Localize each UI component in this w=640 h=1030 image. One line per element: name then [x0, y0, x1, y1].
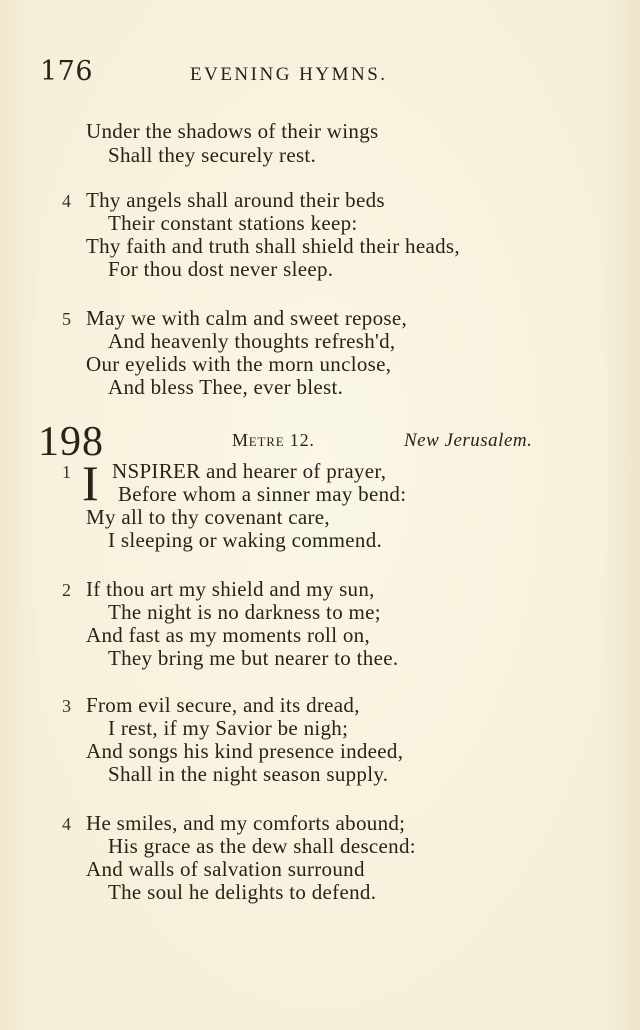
- verse-line: And fast as my moments roll on,: [86, 623, 371, 647]
- verse-line: For thou dost never sleep.: [108, 257, 334, 281]
- verse-line: And heavenly thoughts refresh'd,: [108, 329, 396, 353]
- verse-line: Thy angels shall around their beds: [86, 188, 385, 212]
- verse-line: Their constant stations keep:: [108, 211, 358, 235]
- page-number: 176: [40, 56, 94, 87]
- verse-number: 4: [62, 191, 71, 211]
- verse-line: And bless Thee, ever blest.: [108, 375, 344, 399]
- verse-line: I rest, if my Savior be nigh;: [108, 716, 349, 740]
- verse-line: If thou art my shield and my sun,: [86, 577, 375, 601]
- verse-line: Shall in the night season supply.: [108, 762, 389, 786]
- verse-number: 5: [62, 309, 71, 329]
- verse-line: His grace as the dew shall descend:: [108, 834, 416, 858]
- verse-line: Before whom a sinner may bend:: [118, 482, 407, 506]
- verse-line: Under the shadows of their wings: [86, 119, 379, 143]
- verse-number: 1: [62, 462, 71, 482]
- verse-line: I sleeping or waking commend.: [108, 528, 383, 552]
- verse-line: From evil secure, and its dread,: [86, 693, 360, 717]
- verse-line: They bring me but nearer to thee.: [108, 646, 399, 670]
- verse-line: Shall they securely rest.: [108, 143, 317, 167]
- tune-name: New Jerusalem.: [404, 430, 533, 451]
- verse-line: My all to thy covenant care,: [86, 505, 330, 529]
- running-head: EVENING HYMNS.: [190, 64, 388, 85]
- verse-line: The soul he delights to defend.: [108, 880, 377, 904]
- verse-number: 3: [62, 696, 71, 716]
- verse-line: Thy faith and truth shall shield their heads,: [86, 234, 460, 258]
- page-header: [40, 56, 580, 96]
- verse-line: Our eyelids with the morn unclose,: [86, 352, 392, 376]
- verse-line: NSPIRER and hearer of prayer,: [112, 459, 387, 483]
- verse-line: And songs his kind presence indeed,: [86, 739, 404, 763]
- verse-line: He smiles, and my comforts abound;: [86, 811, 406, 835]
- metre-label: Metre 12.: [232, 430, 315, 450]
- verse-line: The night is no darkness to me;: [108, 600, 381, 624]
- verse-line: And walls of salvation surround: [86, 857, 365, 881]
- drop-cap: I: [82, 455, 99, 511]
- verse-number: 4: [62, 814, 71, 834]
- hymn-number: 198: [38, 419, 104, 465]
- verse-line: May we with calm and sweet repose,: [86, 306, 408, 330]
- verse-number: 2: [62, 580, 71, 600]
